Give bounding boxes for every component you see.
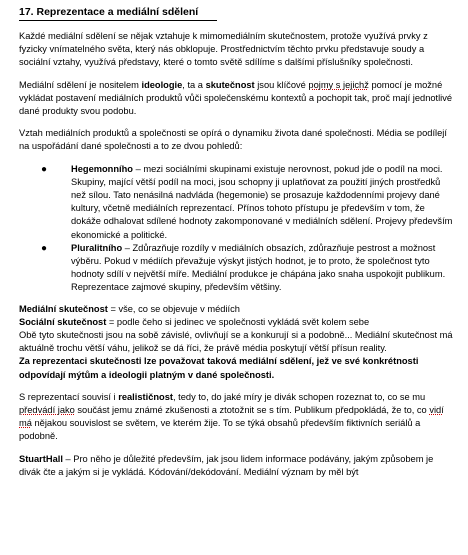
bullet-term: Hegemonního	[71, 163, 133, 174]
definitions-block	[19, 303, 454, 382]
definition-social-reality	[19, 316, 454, 329]
definition-text: = vše, co se objevuje v médiích	[107, 303, 240, 314]
bullet-list	[19, 163, 454, 295]
section-heading: 17. Reprezentace a mediální sdělení	[19, 5, 217, 21]
definition-text: = podle čeho si jedinec ve společnosti vykládá svět kolem sebe	[106, 316, 370, 327]
spellcheck-underline: předvádí jako	[19, 405, 75, 416]
paragraph-intro: Každé mediální sdělení se nějak vztahuje k mimomediálním skutečnostem, protože využívá prvky z fyzicky vnímatelného světa, který nás obklopuje. Prostřednictvím těchto prvku představuje soudy a sociální vztahy, využívá představy, které o tomto světě sdílíme s dalšími příslušníky společnosti.	[19, 31, 428, 68]
bold-term-stuart-hall: StuartHall	[19, 453, 63, 464]
bold-term-realism: realističnost	[118, 391, 173, 402]
paragraph-stuart-hall	[19, 453, 454, 479]
paragraph-representation-bold: Za reprezentaci skutečnosti lze považovat taková mediální sdělení, jež ve své konkrétnosti odpovídají mýtům a ideologii platným v dané společnosti.	[19, 356, 419, 380]
text-run: jsou klíčové	[254, 79, 309, 90]
text-run: – Pro něho je důležité především, jak jsou lidem informace podávány, jakým způsobem je divák čte a jakým si je vykládá. Kódování/dekódování. Mediální význam by měl být	[19, 453, 434, 477]
definition-term: Sociální skutečnost	[19, 316, 107, 327]
text-run: Mediální sdělení je nositelem	[19, 79, 142, 90]
bold-term-ideology: ideologie	[141, 79, 183, 90]
bold-term-reality: skutečnost	[205, 79, 255, 90]
text-run: nějakou souvislost se světem, ve kterém žije. To se týká obsahů především fiktivních seriálů a podobně.	[19, 418, 421, 442]
text-run: součást jemu známé zkušenosti a ztotožnit se s tím. Publikum předpokládá, že to, co	[74, 405, 430, 416]
spellcheck-underline: pojmy s jejichž	[308, 79, 369, 90]
bullet-icon: ●	[41, 163, 48, 175]
bullet-icon: ●	[41, 242, 48, 254]
definition-term: Mediální skutečnost	[19, 303, 108, 314]
spellcheck-underline: vidí má	[19, 405, 444, 429]
text-run: S reprezentací souvisí i	[19, 391, 119, 402]
text-run: , tedy to, do jaké míry je divák schopen rozeznat to, co se mu	[173, 391, 426, 402]
text-run: pomocí je možné vykládat postavení mediálních produktů vůči společenskému kontextů a pochopit tak, proč mají jednotlivé dané produkty svou podobu.	[19, 79, 453, 117]
paragraph-realism	[19, 391, 454, 444]
paragraph-relation: Vztah mediálních produktů a společnosti se opírá o dynamiku života dané společnosti. Média se podílejí na uspořádání dané společnosti a to ze dvou pohledů:	[19, 128, 447, 152]
definition-media-reality	[19, 303, 454, 316]
bullet-text: – Zdůrazňuje rozdíly v mediálních obsazích, zdůrazňuje pestrost a možnost výběru. Pokud v médiích převažuje výskyt jistých hodnot, je to proto, že společnost tyto hodnoty sdílí v největší míře. Mediální produkce je chápána jako snaha uspokojit publikum. Reprezentace zajmové skupiny, především většiny.	[71, 242, 446, 293]
paragraph-ideology	[19, 79, 454, 119]
paragraph-dependency: Obě tyto skutečnosti jsou na sobě závislé, ovlivňují se a konkurují si a podobně... Mediální skutečnost má aktuálně trochu větší váhu, jelikož se dá říci, že právě média poskytují větší přísun reality.	[19, 330, 453, 354]
list-item	[19, 242, 454, 295]
bullet-text: – mezi sociálními skupinami existuje nerovnost, pokud jde o podíl na moci. Skupiny, mající větší podíl na moci, jsou schopny ji uplatňovat za použití jiných prostředků než sílou. Tato nenásilná nadvláda (hegemonie) se prosazuje každodenními projevy dané kultury, včetně mediálních reprezentací. Přínos tohoto přístupu je především v tom, že dokáže odhalovat sdílené hodnoty zakomponované v mediálních sdělení. Projevy především ekonomické a politické.	[71, 163, 453, 240]
list-item	[19, 163, 454, 242]
text-run: , ta a	[182, 79, 206, 90]
bullet-term: Pluralitního	[71, 242, 123, 253]
